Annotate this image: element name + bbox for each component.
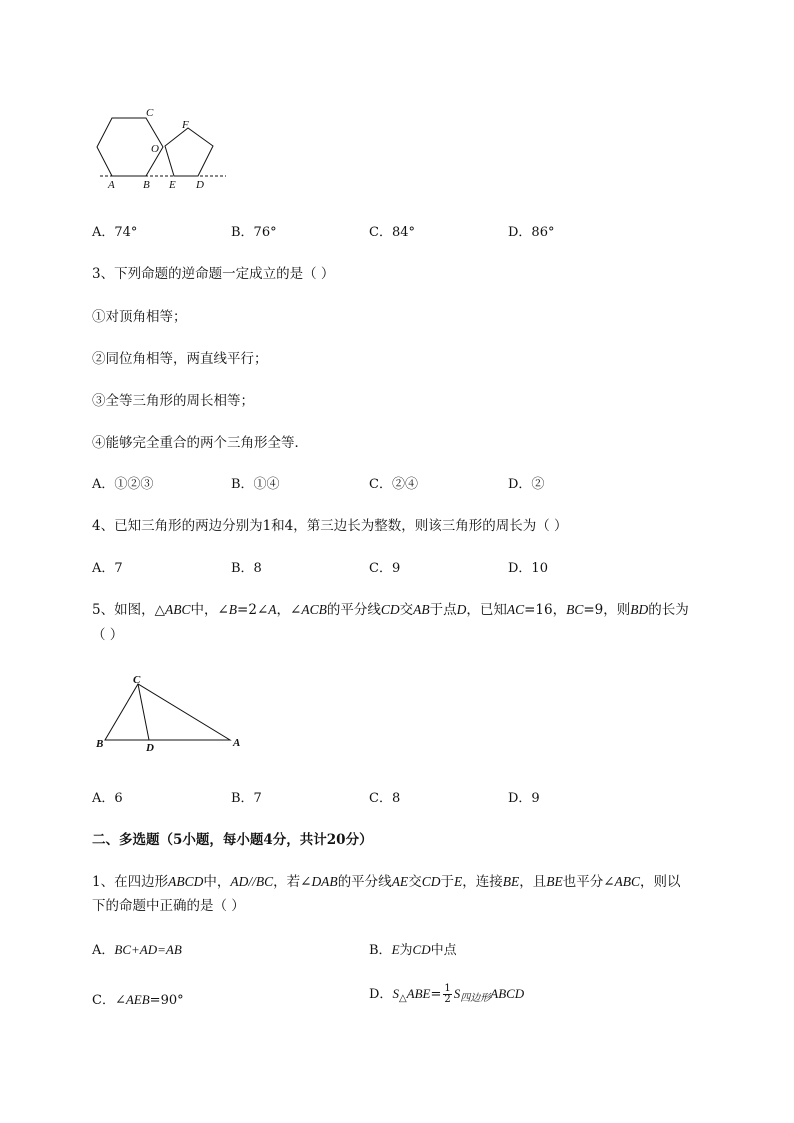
q5-math: CD <box>380 602 400 617</box>
q3-option-c: C．②④ <box>369 477 418 492</box>
m1-text: 也平分∠ <box>562 874 615 890</box>
m1-stem-line2: 下的命题中正确的是（ ） <box>92 898 245 914</box>
q2-option-d: D．86° <box>508 225 555 240</box>
figure-hexagon-pentagon <box>88 102 238 194</box>
m1-math: AD <box>230 874 249 889</box>
label-A: A <box>108 179 115 191</box>
m1-opt-math: S <box>392 986 399 1001</box>
m1-opt-text: 中点 <box>430 943 457 958</box>
pentagon-shape <box>165 128 213 176</box>
q5-math: AB <box>413 602 430 617</box>
m1-opt-text: D． <box>369 987 393 1002</box>
m1-opt-text: = <box>430 987 442 1002</box>
m1-opt-math: BC+AD=AB <box>114 942 182 957</box>
q2-option-b: B．76° <box>231 225 277 240</box>
m1-text: ，若∠ <box>273 874 312 890</box>
m1-math: AE <box>391 874 409 889</box>
m1-opt-text: 为 <box>399 943 413 958</box>
label-B: B <box>143 179 150 191</box>
q5-math: BC <box>566 602 584 617</box>
q5-text: 中，∠ <box>190 602 229 618</box>
q5-math: A <box>268 602 277 617</box>
q5-text: =9，则 <box>583 602 631 618</box>
label-D: D <box>146 742 154 754</box>
m1-stem-line1 <box>92 870 681 890</box>
fraction-half <box>443 984 451 1005</box>
triangle-shape <box>105 684 230 740</box>
q4-option-a: A．7 <box>92 561 123 576</box>
q5-text: 的长为 <box>648 602 689 618</box>
m1-text: ，且 <box>519 874 547 890</box>
q3-item-3: ③全等三角形的周长相等； <box>92 393 254 409</box>
q5-math: ACB <box>301 602 327 617</box>
q5-text: 的平分线 <box>326 602 381 618</box>
m1-math: BE <box>502 874 520 889</box>
label-C: C <box>133 674 141 686</box>
m1-opt-text: B． <box>369 943 392 958</box>
q5-option-c: C．8 <box>369 791 401 806</box>
m1-math: BE <box>546 874 563 889</box>
q4-option-d: D．10 <box>508 561 548 576</box>
q5-text: 5、如图，△ <box>92 602 165 618</box>
m1-text: 的平分线 <box>337 874 392 890</box>
q5-text: 交 <box>399 602 414 618</box>
m1-option-a <box>92 939 182 958</box>
q4-option-b: B．8 <box>231 561 262 576</box>
m1-opt-math: ABE <box>406 986 431 1001</box>
m1-math: DAB <box>311 874 338 889</box>
section-title: 二、多选题（5小题，每小题4分，共计20分） <box>92 832 373 848</box>
m1-opt-text: A． <box>92 943 115 958</box>
m1-text: 交 <box>408 874 422 890</box>
m1-opt-sub: 四边形 <box>460 993 491 1004</box>
label-E: E <box>169 179 176 191</box>
q5-option-b: B．7 <box>231 791 262 806</box>
m1-text: ，则以 <box>640 874 681 890</box>
m1-math: ABCD <box>168 874 204 889</box>
bisector-cd <box>138 684 149 740</box>
m1-text: 于 <box>440 874 454 890</box>
q3-item-2: ②同位角相等，两直线平行； <box>92 351 268 367</box>
q5-math: ABC <box>164 602 191 617</box>
m1-opt-math: AEB <box>125 992 150 1007</box>
q5-text: ，∠ <box>276 602 302 618</box>
q5-text: =16， <box>524 602 567 618</box>
m1-option-c <box>92 989 184 1008</box>
label-F: F <box>182 119 189 131</box>
q5-math: BD <box>630 602 649 617</box>
q5-math: AC <box>506 602 525 617</box>
q3-item-4: ④能够完全重合的两个三角形全等． <box>92 435 308 451</box>
q5-text: ，已知 <box>466 602 507 618</box>
q2-option-a: A．74° <box>92 225 138 240</box>
m1-opt-text: =90° <box>149 993 184 1008</box>
m1-math: // <box>248 874 256 889</box>
q4-stem: 4、已知三角形的两边分别为1和4，第三边长为整数，则该三角形的周长为（ ） <box>92 518 568 534</box>
m1-opt-math: CD <box>412 942 431 957</box>
q5-stem-line1 <box>92 598 689 618</box>
figure-triangle <box>92 672 252 756</box>
m1-math: CD <box>421 874 441 889</box>
q3-stem: 3、下列命题的逆命题一定成立的是（ ） <box>92 266 335 282</box>
m1-text: 中， <box>203 874 231 890</box>
label-D: D <box>196 179 204 191</box>
fraction-denominator: 2 <box>444 994 451 1005</box>
m1-option-d <box>369 983 524 1005</box>
m1-math: ABC <box>614 874 641 889</box>
q3-option-b: B．①④ <box>231 477 280 492</box>
label-C: C <box>146 107 154 119</box>
m1-opt-math: S <box>453 986 461 1001</box>
q2-option-c: C．84° <box>369 225 415 240</box>
m1-opt-sub: △ <box>398 993 407 1004</box>
label-O: O <box>151 143 159 155</box>
label-B: B <box>96 738 104 750</box>
q5-math: B <box>228 602 238 617</box>
m1-opt-text: C．∠ <box>92 993 126 1008</box>
q5-option-a: A．6 <box>92 791 123 806</box>
q4-option-c: C．9 <box>369 561 401 576</box>
q5-option-d: D．9 <box>508 791 540 806</box>
q5-stem-line2: （ ） <box>92 627 124 643</box>
label-A: A <box>233 737 241 749</box>
m1-math: BC <box>255 874 274 889</box>
q5-math: D <box>456 602 467 617</box>
m1-math: E <box>453 874 463 889</box>
q3-option-a: A．①②③ <box>92 477 154 492</box>
q5-text: 于点 <box>429 602 457 618</box>
q3-item-1: ①对顶角相等； <box>92 309 187 325</box>
m1-opt-math: ABCD <box>490 986 525 1001</box>
m1-text: ，连接 <box>462 874 503 890</box>
m1-opt-math: E <box>391 942 400 957</box>
m1-text: 1、在四边形 <box>92 874 169 890</box>
m1-option-b <box>369 939 457 958</box>
q5-text: =2∠ <box>237 602 269 618</box>
q3-option-d: D．② <box>508 477 545 492</box>
fraction-numerator: 1 <box>444 983 451 994</box>
